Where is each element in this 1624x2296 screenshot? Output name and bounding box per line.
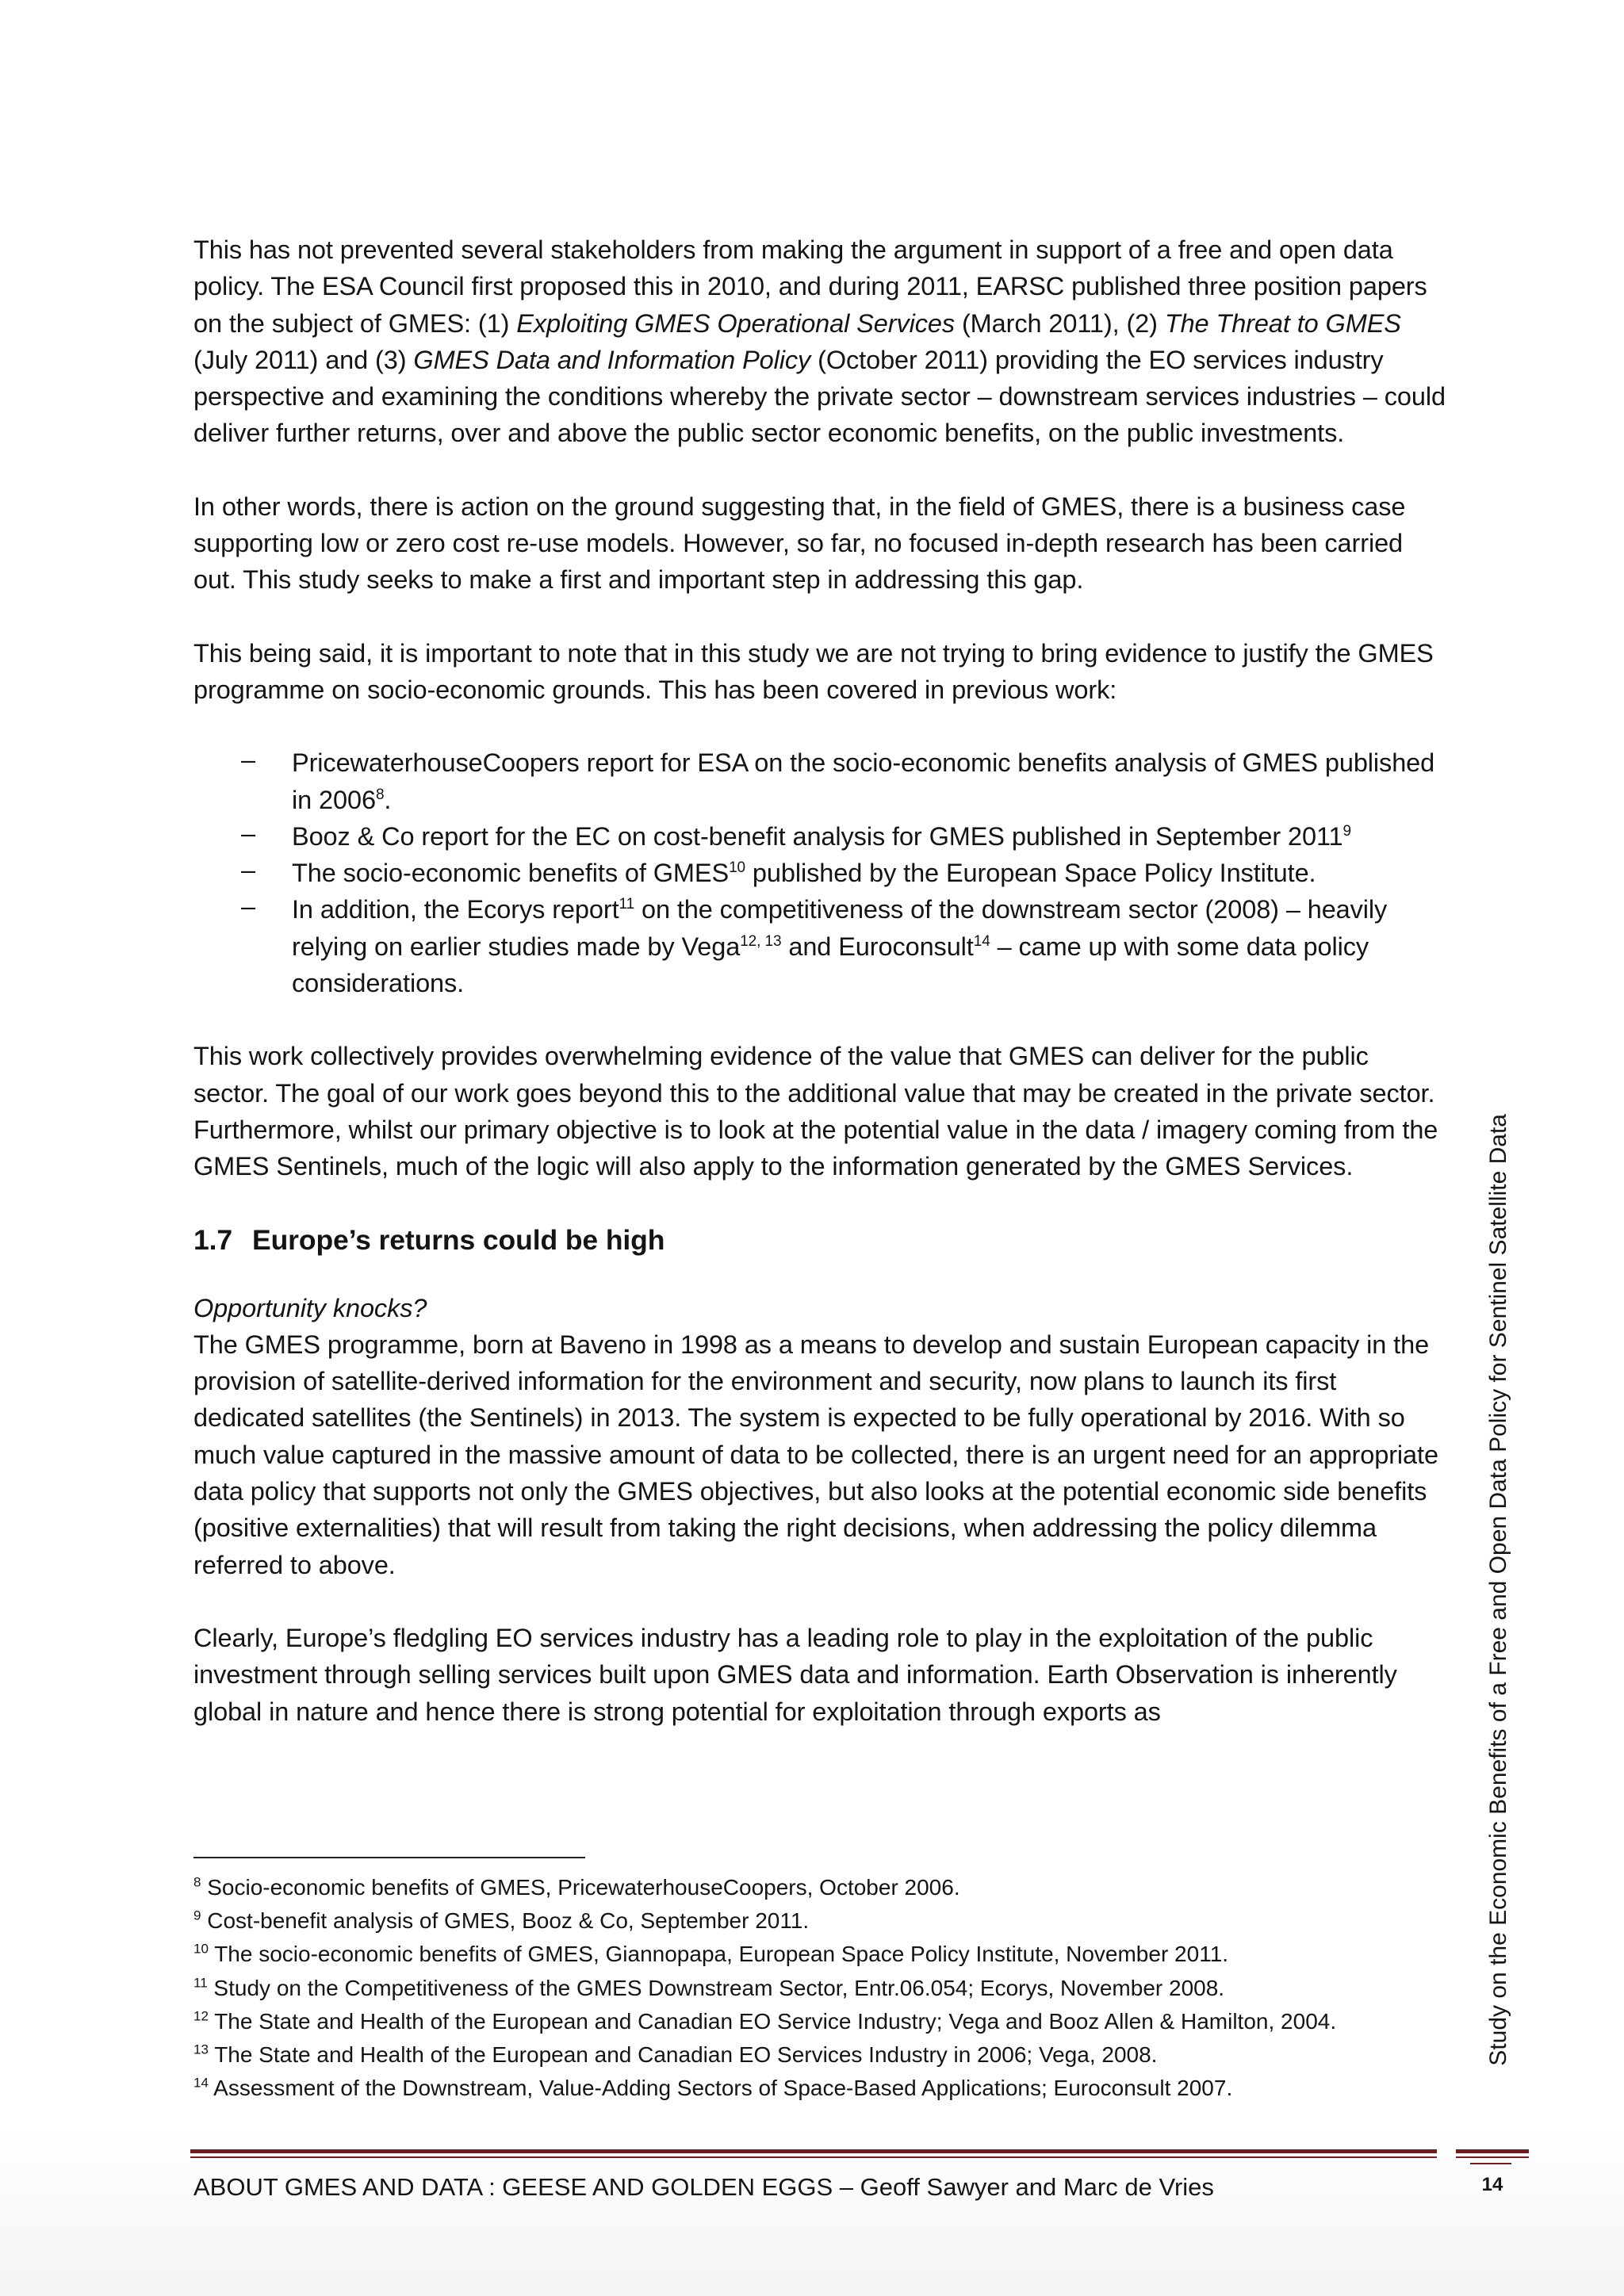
footnote-ref[interactable]: 8 (375, 786, 385, 803)
footnote-number: 8 (193, 1874, 201, 1890)
footnote-number: 9 (193, 1908, 201, 1923)
footnotes (193, 1871, 1446, 2105)
footnote-number: 13 (193, 2042, 209, 2057)
footnote: $^{10}$ The socio-economic benefits of GMES, Giannopapa, European Space Policy Institute, November 2011. (193, 1942, 1229, 1967)
page-number-rule (1470, 2163, 1511, 2164)
dash-bullet: – (241, 892, 255, 921)
list-item: – PricewaterhouseCoopers report for ESA on the socio-economic benefits analysis of GMES published in 2006$^8$. (292, 744, 1446, 818)
dash-bullet: – (241, 745, 255, 775)
list-item: – The socio-economic benefits of GMES$^{10}$ published by the European Space Policy Institute. (292, 855, 1446, 891)
dash-bullet: – (241, 855, 255, 885)
footnote: $^{14}$ Assessment of the Downstream, Value-Adding Sectors of Space-Based Applications; Euroconsult 2007. (193, 2075, 1233, 2101)
footnote: $^8$ Socio-economic benefits of GMES, PricewaterhouseCoopers, October 2006. (193, 1874, 960, 1900)
footer-rule (190, 2156, 1437, 2158)
paragraph-stakeholders (193, 232, 1446, 452)
footnote: $^{13}$ The State and Health of the European and Canadian EO Services Industry in 2006; Vega, 2008. (193, 2042, 1158, 2068)
section-number: 1.7 (193, 1223, 233, 1256)
footer-text: ABOUT GMES AND DATA : GEESE AND GOLDEN EGGS – Geoff Sawyer and Marc de Vries (193, 2173, 1214, 2201)
footnote-number: 12 (193, 2008, 209, 2024)
section-heading (193, 1222, 1446, 1258)
footnote-ref[interactable]: 10 (729, 859, 745, 877)
page-number: 14 (1481, 2174, 1503, 2195)
sidebar-title: Study on the Economic Benefits of a Free and Open Data Policy for Sentinel Satellite Data (1485, 1114, 1511, 2066)
paragraph-previous-work: This being said, it is important to note that in this study we are not trying to bring evidence to justify the GMES programme on socio-economic grounds. This has been covered in previous work: (193, 638, 1434, 704)
publication-title: Exploiting GMES Operational Services (516, 308, 956, 338)
list-item: – In addition, the Ecorys report$^{11}$ on the competitiveness of the downstream sector (2008) – heavily relying on earlier studies made by Vega$^{12, 13}$ and Euroconsult$^{14}$ – came up with some data policy considerations. (292, 891, 1446, 1001)
publication-title: GMES Data and Information Policy (413, 345, 811, 374)
footnote-ref[interactable]: 11 (619, 896, 635, 913)
page-number-rule (1456, 2149, 1529, 2153)
footnote-ref[interactable]: 12, 13 (740, 932, 782, 950)
dash-bullet: – (241, 818, 255, 848)
paragraph-gmes-programme: The GMES programme, born at Baveno in 1998 as a means to develop and sustain European capacity in the provision of satellite-derived information for the environment and security, now plans to launch its first dedicated satellites (the Sentinels) in 2013. The system is expected to be fully operational by 2016. With so much value captured in the massive amount of data to be collected, there is an urgent need for an appropriate data policy that supports not only the GMES objectives, but also looks at the potential economic side benefits (positive externalities) that will result from taking the right decisions, when addressing the policy dilemma referred to above. (193, 1330, 1438, 1579)
paragraph-eo-industry: Clearly, Europe’s fledgling EO services industry has a leading role to play in the exploitation of the public investment through selling services built upon GMES data and information. Earth Observation is inherently global in nature and hence there is strong potential for exploitation through exports as (193, 1623, 1397, 1726)
paragraph-action-on-ground: In other words, there is action on the ground suggesting that, in the field of GMES, there is a business case supporting low or zero cost re-use models. However, so far, no focused in-depth research has been carried out. This study seeks to make a first and important step in addressing this gap. (193, 492, 1406, 595)
footnote-number: 10 (193, 1942, 209, 1957)
section-title: Europe’s returns could be high (252, 1223, 665, 1256)
page-number-rule (1456, 2156, 1529, 2158)
list-item: – Booz & Co report for the EC on cost-benefit analysis for GMES published in September 2011$^9$ (292, 818, 1446, 855)
footnote-number: 14 (193, 2075, 209, 2091)
paragraph-text: This has not prevented several stakeholders from making the argument in support of a free and open data policy. The ESA Council first proposed this in 2010, and during 2011, EARSC published three position papers on the subject of GMES: (1) (193, 235, 1427, 338)
footnote: $^9$ Cost-benefit analysis of GMES, Booz & Co, September 2011. (193, 1908, 810, 1934)
footnote-ref[interactable]: 14 (973, 932, 990, 950)
publication-title: The Threat to GMES (1164, 308, 1401, 338)
subheading: Opportunity knocks? (193, 1293, 427, 1322)
paragraph-text: (October 2011) providing the EO services industry perspective and examining the conditions whereby the private sector – downstream services industries – could deliver further returns, over and above the public sector economic benefits, on the public investments. (193, 345, 1446, 448)
footnote: $^{11}$ Study on the Competitiveness of the GMES Downstream Sector, Entr.06.054; Ecorys, November 2008. (193, 1975, 1225, 2000)
footnote-separator (193, 1857, 585, 1858)
footnote-ref[interactable]: 9 (1342, 823, 1351, 840)
paragraph-collective-evidence: This work collectively provides overwhelming evidence of the value that GMES can deliver for the public sector. The goal of our work goes beyond this to the additional value that may be created in the private sector. Furthermore, whilst our primary objective is to look at the potential value in the data / imagery coming from the GMES Sentinels, much of the logic will also apply to the information generated by the GMES Services. (193, 1042, 1438, 1181)
paragraph-text: (July 2011) and (3) (193, 345, 414, 374)
footnote: $^{12}$ The State and Health of the European and Canadian EO Service Industry; Vega and Booz Allen & Hamilton, 2004. (193, 2008, 1337, 2034)
previous-work-list (193, 744, 1446, 1001)
footnote-number: 11 (193, 1975, 208, 1991)
footer-rule (190, 2149, 1437, 2153)
paragraph-text: (March 2011), (2) (955, 308, 1165, 338)
main-content (193, 232, 1446, 1730)
